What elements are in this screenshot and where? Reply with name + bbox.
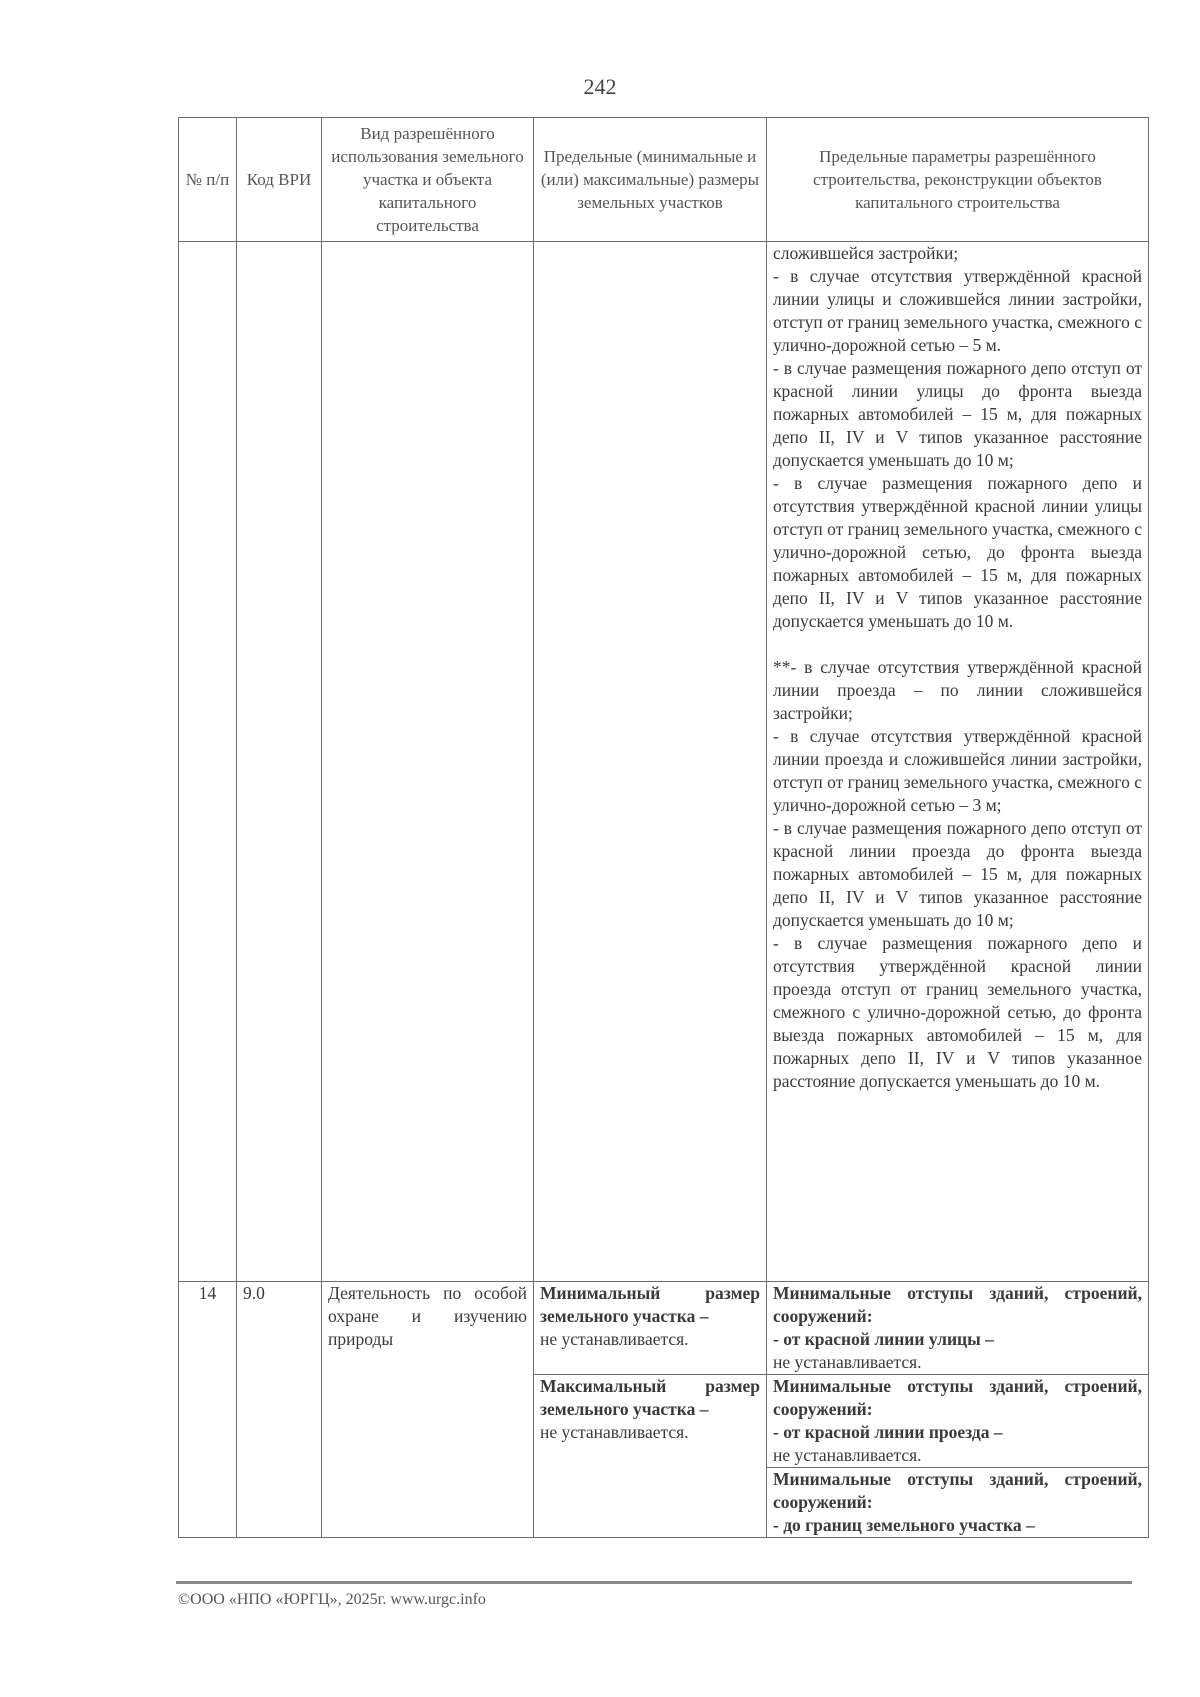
footer-divider — [176, 1581, 1132, 1584]
header-num: № п/п — [179, 118, 237, 242]
cont-num-cell — [179, 242, 237, 1282]
row14-code: 9.0 — [237, 1282, 322, 1538]
table-row-14 — [179, 1282, 1149, 1375]
row14-min-size-cell — [534, 1282, 767, 1375]
row14-param3-cell — [767, 1468, 1149, 1538]
params-paragraph: - в случае отсутствия утверждённой красной линии улицы и сложившейся линии застройки, отступ от границ земельного участка, смежного с улично-дорожной сетью – 5 м. — [773, 266, 1142, 355]
max-size-value: не устанавливается. — [540, 1422, 689, 1442]
params-paragraph: - в случае отсутствия утверждённой красной линии проезда и сложившейся линии застройки, отступ от границ земельного участка, смежного с улично-дорожной сетью – 3 м; — [773, 726, 1142, 815]
cont-sizes-cell — [534, 242, 767, 1282]
header-code: Код ВРИ — [237, 118, 322, 242]
regulations-table — [178, 117, 1149, 1538]
param2-title: Минимальные отступы зданий, строений, сооружений: — [773, 1376, 1142, 1419]
param1-value: не устанавливается. — [773, 1352, 922, 1372]
row14-num: 14 — [179, 1282, 237, 1538]
param3-title: Минимальные отступы зданий, строений, сооружений: — [773, 1469, 1142, 1512]
params-paragraph: **- в случае отсутствия утверждённой красной линии проезда – по линии сложившейся застройки; — [773, 657, 1142, 723]
params-paragraph: - в случае размещения пожарного депо и отсутствия утверждённой красной линии проезда отступ от границ земельного участка, смежного с улично-дорожной сетью, до фронта выезда пожарных автомобилей – 15 м, для пожарных депо II, IV и V типов указанное расстояние допускается уменьшать до 10 м. — [773, 933, 1142, 1091]
header-params: Предельные параметры разрешённого строительства, реконструкции объектов капитального строительства — [767, 118, 1149, 242]
params-paragraph: - в случае размещения пожарного депо отступ от красной линии улицы до фронта выезда пожарных автомобилей – 15 м, для пожарных депо II, IV и V типов указанное расстояние допускается уменьшать до 10 м; — [773, 358, 1142, 470]
header-kind: Вид разрешённого использования земельного участка и объекта капитального строительства — [322, 118, 534, 242]
cont-params-cell — [767, 242, 1149, 1282]
header-sizes: Предельные (минимальные и (или) максимальные) размеры земельных участков — [534, 118, 767, 242]
paragraph-gap — [773, 633, 1142, 656]
min-size-title: Минимальный размер земельного участка – — [540, 1283, 760, 1326]
max-size-title: Максимальный размер земельного участка – — [540, 1376, 760, 1419]
row14-kind: Деятельность по особой охране и изучению природы — [322, 1282, 534, 1538]
params-paragraph: - в случае размещения пожарного депо и отсутствия утверждённой красной линии улицы отступ от границ земельного участка, смежного с улично-дорожной сетью, до фронта выезда пожарных автомобилей – 15 м, для пожарных депо II, IV и V типов указанное расстояние допускается уменьшать до 10 м. — [773, 473, 1142, 631]
page-number: 242 — [583, 74, 617, 99]
min-size-value: не устанавливается. — [540, 1329, 689, 1349]
footer-copyright: ©ООО «НПО «ЮРГЦ», 2025г. www.urgc.info — [178, 1591, 486, 1608]
param2-item: - от красной линии проезда – — [773, 1422, 1003, 1442]
cont-kind-cell — [322, 242, 534, 1282]
params-paragraph: - в случае размещения пожарного депо отступ от красной линии проезда до фронта выезда пожарных автомобилей – 15 м, для пожарных депо II, IV и V типов указанное расстояние допускается уменьшать до 10 м; — [773, 818, 1142, 930]
row14-param2-cell — [767, 1375, 1149, 1468]
param1-item: - от красной линии улицы – — [773, 1329, 994, 1349]
params-paragraph: сложившейся застройки; — [773, 243, 959, 263]
param3-item: - до границ земельного участка – — [773, 1515, 1035, 1535]
param2-value: не устанавливается. — [773, 1445, 922, 1465]
param1-title: Минимальные отступы зданий, строений, сооружений: — [773, 1283, 1142, 1326]
table-row-continuation — [179, 242, 1149, 1282]
table-header-row — [179, 118, 1149, 242]
row14-max-size-cell — [534, 1375, 767, 1538]
cont-code-cell — [237, 242, 322, 1282]
row14-param1-cell — [767, 1282, 1149, 1375]
